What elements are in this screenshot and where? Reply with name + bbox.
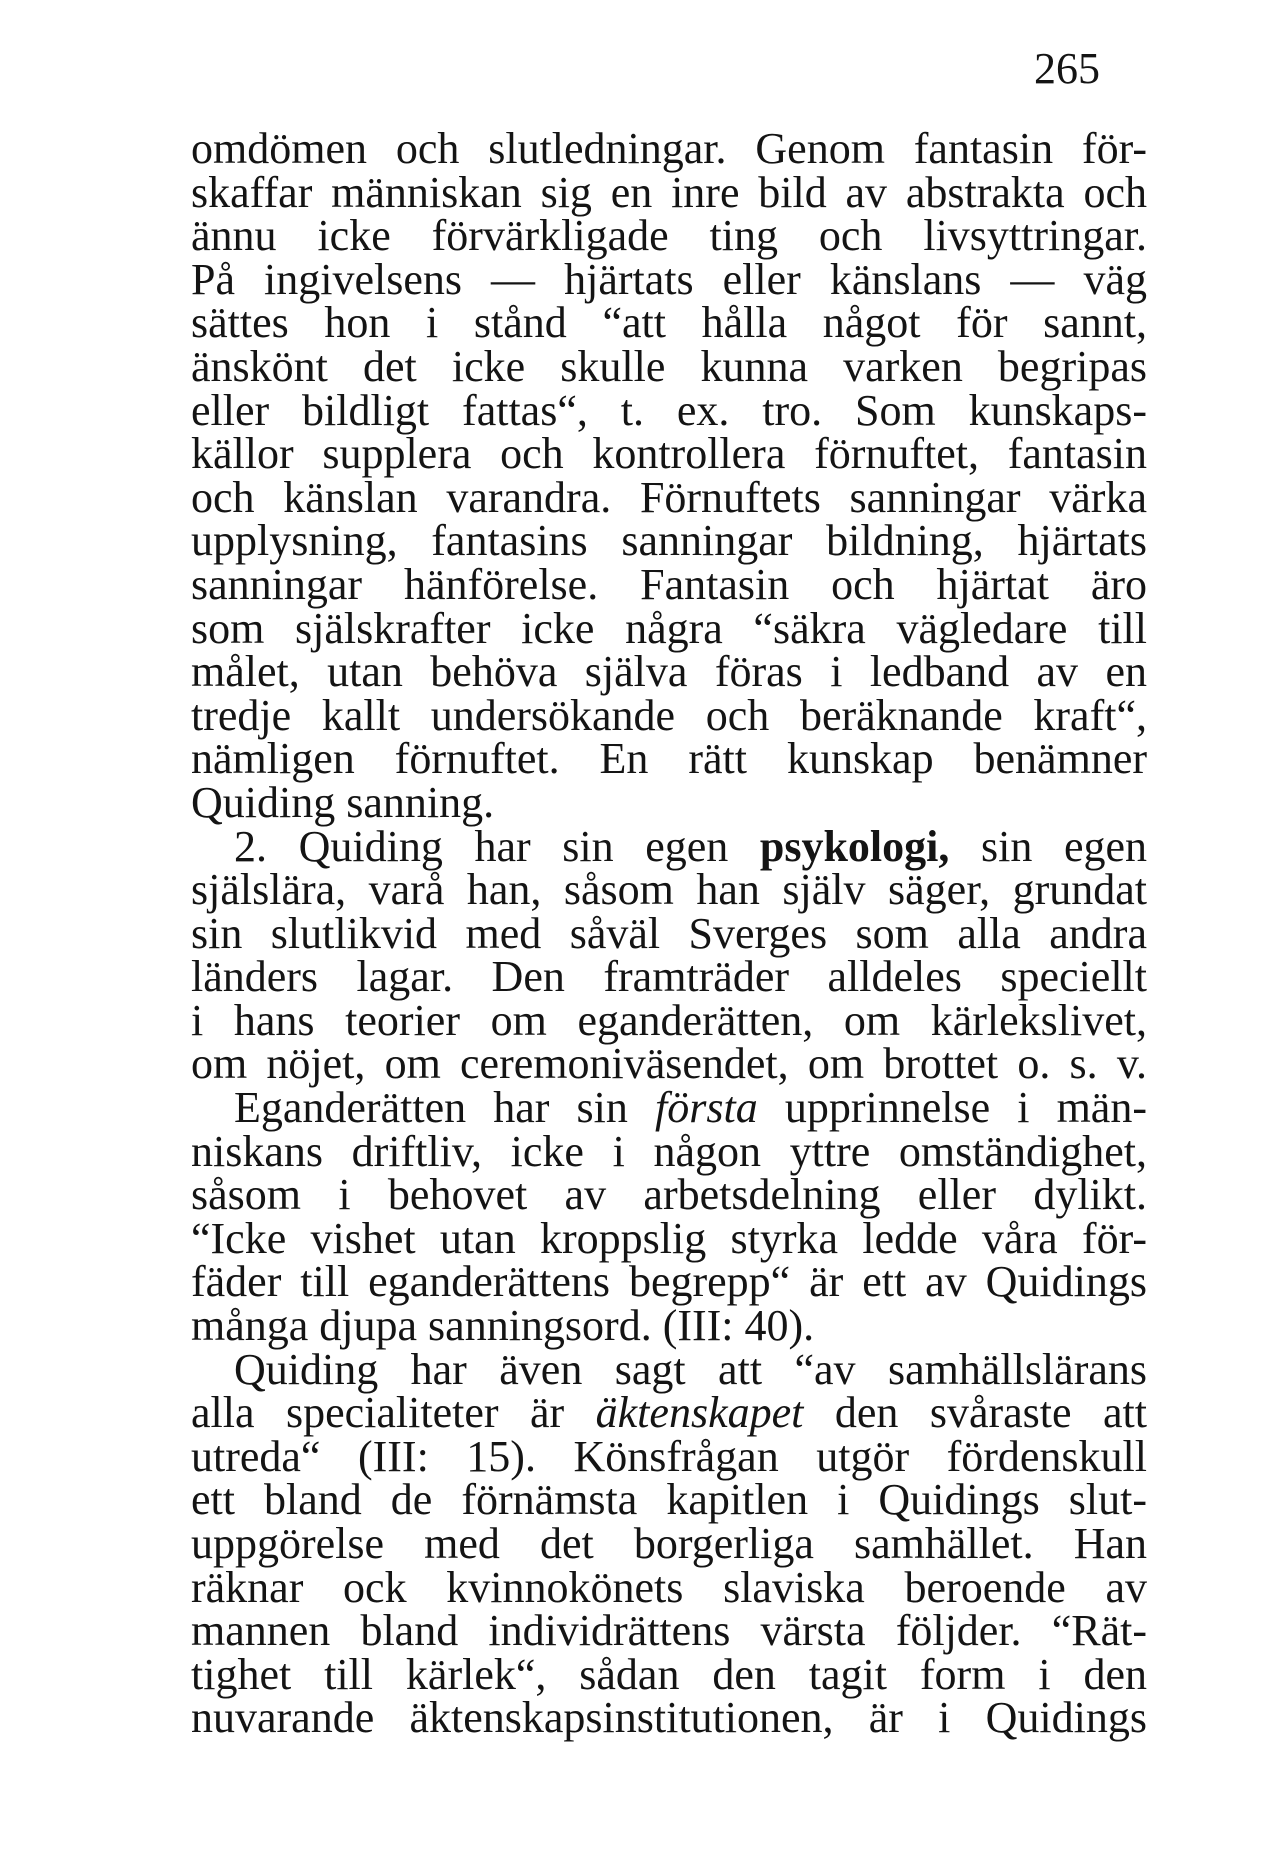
line-text: och känslan varandra. Förnuftets sanningar värka [191,472,1147,522]
text-line [191,1257,1147,1307]
line-text: 2. Quiding har sin egen [234,821,760,871]
text-line [191,734,1147,784]
text-line [191,647,1147,697]
line-text: Quiding har även sagt att “av samhällslärans [234,1344,1147,1394]
bold-term: psykologi, [759,821,950,871]
text-line [191,429,1147,479]
line-text: räknar ock kvinnokönets slaviska beroende av [191,1562,1147,1612]
text-line [191,1344,1147,1394]
line-text: nuvarande äktenskapsinstitutionen, är i Quidings [191,1693,1147,1743]
line-text: sin slutlikvid med såväl Sverges som alla andra [191,908,1147,958]
page-number: 265 [1034,44,1100,93]
paragraph [191,821,1147,1089]
emphasized-word: första [655,1083,758,1133]
line-text: källor supplera och kontrollera förnuftet, fantasin [191,429,1147,479]
line-text: mannen bland individrättens värsta följder. “Rät- [191,1606,1147,1656]
line-text: om nöjet, om ceremoniväsendet, om brottet o. s. v. [191,1039,1147,1089]
line-text: eller bildligt fattas“, t. ex. tro. Som kunskaps- [191,385,1147,435]
text-line [191,865,1147,915]
text-line [191,995,1147,1045]
line-text: Eganderätten har sin [234,1083,655,1133]
text-line [191,559,1147,609]
text-line [191,603,1147,653]
text-line [191,298,1147,348]
text-line [191,908,1147,958]
line-text: länders lagar. Den framträder alldeles speciellt [191,952,1147,1002]
text-line [191,124,1147,173]
text-line [191,690,1147,740]
line-text: många djupa sanningsord. (III: 40). [191,1301,815,1351]
text-line [191,167,1147,217]
text-line [191,516,1147,566]
line-text: niskans driftliv, icke i någon yttre omständighet, [191,1126,1147,1176]
line-text: utreda“ (III: 15). Könsfrågan utgör fördenskull [191,1431,1147,1481]
line-text: såsom i behovet av arbetsdelning eller dylikt. [191,1170,1147,1220]
line-text: den svåraste att [803,1388,1147,1438]
text-line [191,1649,1147,1699]
text-line [191,1039,1147,1089]
line-text: “Icke vishet utan kroppslig styrka ledde våra för- [191,1213,1147,1263]
line-text: målet, utan behöva själva föras i ledband av en [191,647,1147,697]
text-line [191,1562,1147,1612]
line-text: tighet till kärlek“, sådan den tagit form i den [191,1649,1147,1699]
text-line [191,385,1147,435]
line-text: Quiding sanning. [191,777,495,827]
body-text [191,124,1147,1743]
line-text: ännu icke förvärkligade ting och livsyttringar. [191,211,1147,261]
line-text: sin egen [949,821,1147,871]
emphasized-word: äktenskapet [595,1388,804,1438]
text-line [191,1431,1147,1481]
line-text: själslära, varå han, såsom han själv säger, grundat [191,865,1147,915]
text-line [191,1213,1147,1263]
text-line [191,1475,1147,1525]
line-text: uppgörelse med det borgerliga samhället. Han [191,1519,1147,1568]
line-text: skaffar människan sig en inre bild av abstrakta och [191,167,1147,217]
line-text: På ingivelsens — hjärtats eller känslans — väg [191,254,1147,304]
line-text: i hans teorier om eganderätten, om kärlekslivet, [191,995,1147,1045]
line-text: alla specialiteter är [191,1388,596,1438]
line-text: sanningar hänförelse. Fantasin och hjärtat äro [191,559,1147,609]
text-line [191,1126,1147,1176]
text-line [191,1388,1147,1438]
paragraph [191,1344,1147,1743]
text-line [191,1301,1147,1351]
text-line [191,777,1147,827]
line-text: fäder till eganderättens begrepp“ är ett av Quidings [191,1257,1147,1307]
line-text: nämligen förnuftet. En rätt kunskap benämner [191,734,1147,784]
line-text: upprinnelse i män- [757,1083,1147,1133]
text-line [191,821,1147,871]
text-line [191,952,1147,1002]
text-line [191,1693,1147,1743]
text-line [191,1519,1147,1568]
line-text: upplysning, fantasins sanningar bildning, hjärtats [191,516,1147,566]
text-line [191,211,1147,261]
text-line [191,1606,1147,1656]
text-line [191,472,1147,522]
line-text: tredje kallt undersökande och beräknande kraft“, [191,690,1147,740]
text-line [191,1083,1147,1133]
line-text: ett bland de förnämsta kapitlen i Quidings slut- [191,1475,1147,1525]
text-line [191,1170,1147,1220]
text-line [191,254,1147,304]
line-text: änskönt det icke skulle kunna varken begripas [191,341,1147,391]
text-line [191,341,1147,391]
line-text: sättes hon i stånd “att hålla något för sannt, [191,298,1147,348]
line-text: omdömen och slutledningar. Genom fantasin för- [191,124,1147,173]
paragraph [191,1083,1147,1351]
paragraph [191,124,1147,827]
line-text: som själskrafter icke några “säkra vägledare till [191,603,1147,653]
